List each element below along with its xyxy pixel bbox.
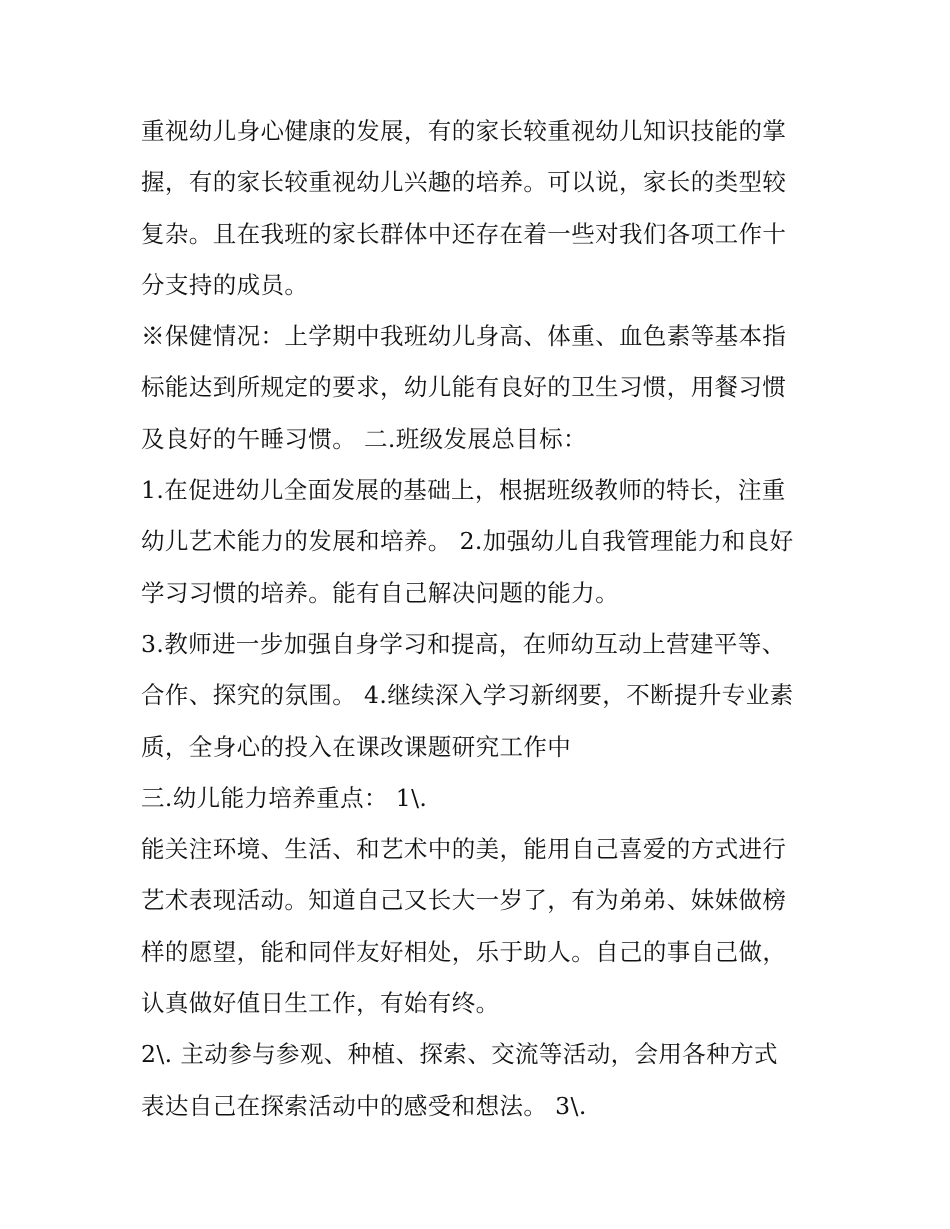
text-line-7: 及良好的午睡习惯。 二.班级发展总目标： [141, 424, 587, 453]
text-line-20: 表达自己在探索活动中的感受和想法。 3\. [141, 1091, 587, 1120]
text-line-12: 合作、探究的氛围。 4.继续深入学习新纲要，不断提升专业素 [141, 681, 794, 710]
text-line-18: 认真做好值日生工作，有始有终。 [141, 989, 500, 1018]
text-line-1: 重视幼儿身心健康的发展，有的家长较重视幼儿知识技能的掌 [141, 117, 787, 145]
text-line-6: 标能达到所规定的要求，幼儿能有良好的卫生习惯，用餐习惯 [141, 373, 787, 402]
text-line-15: 能关注环境、生活、和艺术中的美，能用自己喜爱的方式进行 [141, 835, 787, 864]
text-line-13: 质，全身心的投入在课改课题研究工作中 [141, 732, 572, 761]
text-line-17: 样的愿望，能和同伴友好相处，乐于助人。自己的事自己做， [141, 937, 787, 966]
text-line-16: 艺术表现活动。知道自己又长大一岁了，有为弟弟、妹妹做榜 [141, 886, 787, 915]
text-line-2: 握，有的家长较重视幼儿兴趣的培养。可以说，家长的类型较 [141, 168, 787, 197]
text-line-4: 分支持的成员。 [141, 270, 309, 299]
text-line-19: 2\. 主动参与参观、种植、探索、交流等活动，会用各种方式 [141, 1040, 778, 1069]
text-line-11: 3.教师进一步加强自身学习和提高，在师幼互动上营建平等、 [141, 629, 786, 658]
body-text [141, 106, 821, 1132]
text-line-8: 1.在促进幼儿全面发展的基础上，根据班级教师的特长，注重 [141, 476, 786, 505]
text-line-14: 三.幼儿能力培养重点： 1\. [141, 783, 428, 812]
text-line-5: ※保健情况：上学期中我班幼儿身高、体重、血色素等基本指 [141, 322, 787, 351]
text-line-9: 幼儿艺术能力的发展和培养。 2.加强幼儿自我管理能力和良好 [141, 527, 794, 556]
text-line-3: 复杂。且在我班的家长群体中还存在着一些对我们各项工作十 [141, 219, 787, 248]
text-line-10: 学习习惯的培养。能有自己解决问题的能力。 [141, 578, 619, 607]
